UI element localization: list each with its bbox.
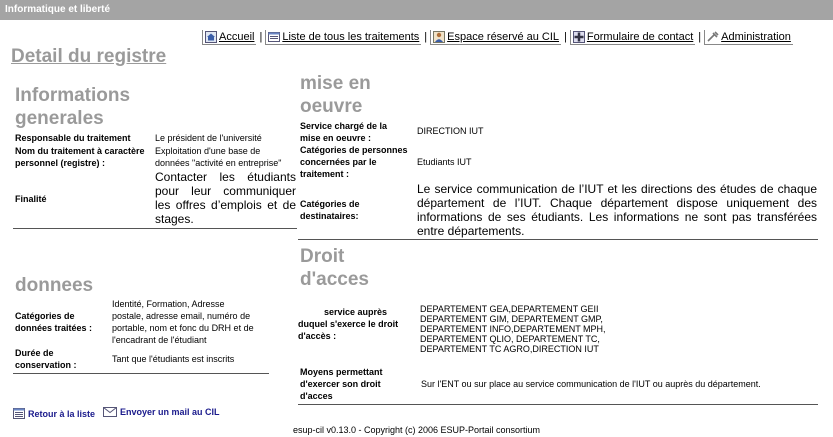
nav-espace-cil[interactable] [430,30,561,45]
value-line: informations de ses étudiants. Les informations ne sont pas transférées [417,210,817,224]
section-title-line: oeuvre [300,96,363,117]
nav-liste-label: Liste de tous les traitements [282,30,420,43]
label-line: service auprès [323,307,388,317]
categories-donnees-label [15,310,92,334]
label-line: traitement : [300,169,350,179]
section-title-informations [15,84,130,130]
mail-icon [103,407,117,417]
divider [13,373,269,374]
nav-formulaire-contact[interactable] [570,30,695,45]
section-title-line: mise en [300,73,371,94]
copyright: esup-cil v0.13.0 - Copyright (c) 2006 ESUP-Portail consortium [292,425,541,435]
value-line: stages. [155,212,194,226]
duree-label [15,347,77,371]
nav-administration-label: Administration [721,30,791,43]
send-mail-label: Envoyer un mail au CIL [120,407,220,417]
back-to-list-link[interactable] [13,408,95,419]
section-title-donnees: donnees [15,275,94,296]
app-title: Informatique et liberté [5,4,111,15]
nom-traitement-value [155,145,281,169]
moyens-label [300,366,383,402]
value-line: département de l’IUT. Chaque département dispose uniquement des [417,196,817,210]
section-title-line: generales [15,108,104,129]
label-line: d'exercer son droit [300,379,381,389]
label-line: d'accès : [298,331,337,341]
section-title-droit-acces [300,245,369,291]
label-line: personnel (registre) : [15,158,106,168]
list-icon [268,31,280,43]
service-droit-acces-value [420,304,606,354]
label-line: Service chargé de la [300,121,388,131]
divider [298,239,818,240]
value-line: entre départements. [417,224,525,238]
value-line: DEPARTEMENT QLIO, DEPARTEMENT TC, [420,334,600,344]
service-mise-en-oeuvre-label [300,120,387,144]
value-line: Le service communication de l’IUT et les directions des études de chaque [417,182,817,196]
nav-administration[interactable] [704,30,793,45]
label-line: concernées par le [300,157,377,167]
value-line: portable, nom et fonc du DRH et de [112,323,254,333]
nav-separator: | [424,31,428,43]
label-line: Nom du traitement à caractère [15,146,145,156]
nav-liste-traitements[interactable] [265,30,421,45]
destinataires-value [417,182,817,238]
label-line: Catégories de [300,199,360,209]
send-mail-cil-link[interactable] [103,407,220,417]
categories-donnees-value [112,298,254,346]
label-line: destinataires: [300,211,359,221]
section-title-line: Droit [300,246,345,267]
value-line: DEPARTEMENT INFO,DEPARTEMENT MPH, [420,324,606,334]
nav-separator: | [698,31,702,43]
divider [298,404,818,405]
value-line: pour leur communiquer [155,184,296,198]
value-line: Identité, Formation, Adresse [112,299,225,309]
value-line: DEPARTEMENT GEA,DEPARTEMENT GEII [420,304,599,314]
personnes-concernees-label [300,144,408,180]
nom-traitement-label [15,145,145,169]
nav-espace-label: Espace réservé au CIL [447,30,560,43]
service-droit-acces-label [298,306,413,342]
page-title: Detail du registre [11,46,167,67]
app-title-bar [0,0,833,20]
responsable-value: Le président de l'université [155,133,262,143]
value-line: l'encadrant de l'étudiant [112,335,207,345]
nav-accueil-label: Accueil [219,30,255,43]
destinataires-label [300,198,360,222]
home-icon [205,31,217,43]
responsable-label: Responsable du traitement [15,133,131,143]
personnes-concernees-value: Etudiants IUT [417,157,472,167]
label-line: Durée de [15,348,54,358]
admin-icon [707,31,719,43]
value-line: postale, adresse email, numéro de [112,311,251,321]
label-line: données traitées : [15,323,93,333]
label-line: mise en oeuvre : [300,133,372,143]
section-title-line: d'acces [300,269,369,290]
nav-separator: | [259,31,263,43]
finalite-label: Finalité [15,194,47,204]
value-line: Contacter les étudiants [155,170,296,184]
label-line: d'acces [300,391,333,401]
finalite-value [155,170,296,226]
value-line: DEPARTEMENT GIM, DEPARTEMENT GMP, [420,314,603,324]
nav-formulaire-label: Formulaire de contact [586,30,694,43]
value-line: DEPARTEMENT TC AGRO,DIRECTION IUT [420,344,599,354]
label-line: Moyens permettant [300,367,383,377]
divider [13,228,297,229]
user-icon [433,31,445,43]
moyens-value: Sur l'ENT ou sur place au service communication de l'IUT ou auprès du département. [421,379,761,389]
section-title-line: Informations [15,85,131,106]
value-line: les offres d’emplois et de [155,198,296,212]
duree-value: Tant que l'étudiants est inscrits [112,354,235,364]
label-line: conservation : [15,360,77,370]
section-title-mise-en-oeuvre [300,72,371,118]
label-line: duquel s'exerce le droit [298,319,399,329]
back-to-list-label: Retour à la liste [28,408,96,419]
nav-separator: | [564,31,567,43]
service-mise-en-oeuvre-value: DIRECTION IUT [417,126,484,136]
label-line: Catégories de [15,311,75,321]
list-icon [13,408,25,419]
value-line: données "activité en entreprise" [155,158,282,168]
label-line: Catégories de personnes [300,145,408,155]
main-nav [202,29,793,45]
nav-accueil[interactable] [202,30,256,45]
value-line: Exploitation d'une base de [155,146,261,156]
contact-icon [573,31,585,43]
